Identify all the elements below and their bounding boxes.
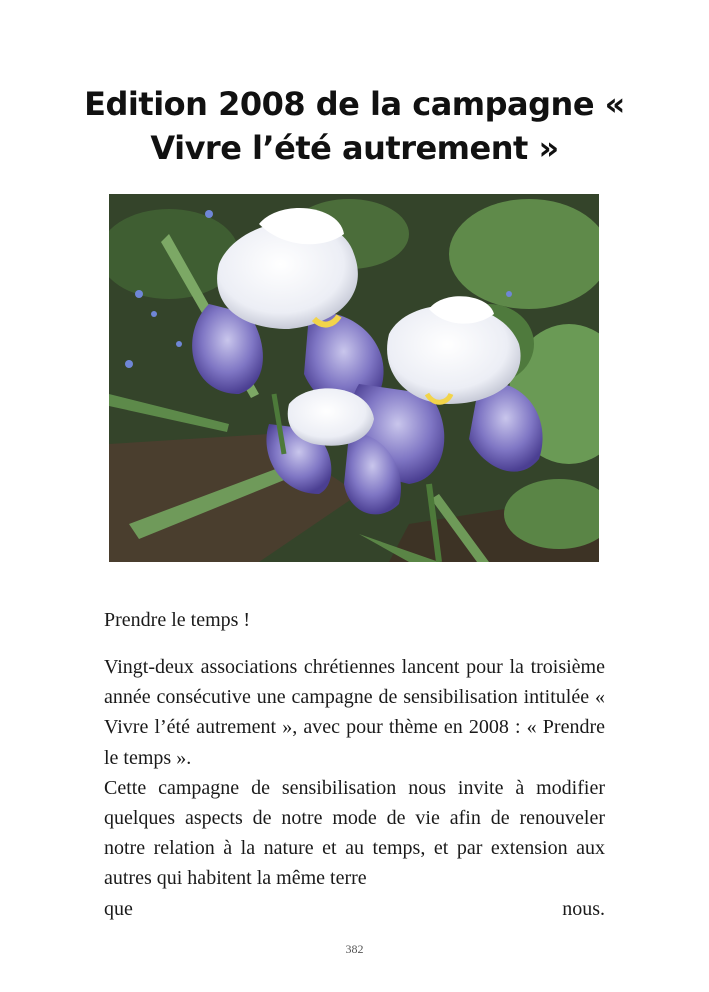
body-text: [104, 652, 605, 924]
iris-flower-photo: [109, 194, 599, 562]
subtitle: Prendre le temps !: [104, 609, 251, 631]
paragraph: Cette campagne de sensibilisation nous invite à modifier quelques aspects de notre mode de vie afin de renouveler notre relation à la nature et au temps, et par extension aux autres qui habitent la même terre: [104, 776, 605, 890]
page-number: 382: [345, 942, 364, 956]
title-line-2: Vivre l’été autrement »: [150, 129, 559, 167]
iris-photo-illustration: [109, 194, 599, 562]
paragraph-last-line: [104, 894, 605, 924]
paragraph: Vingt-deux associations chrétiennes lancent pour la troisième année consécutive une campagne de sensibilisation intitulée « Vivre l’été autrement », avec pour thème en 2008 : « Prendre le temps ».: [104, 656, 605, 769]
last-line-left-word: que: [104, 897, 133, 920]
page-title: [60, 82, 649, 170]
last-line-right-word: nous.: [562, 897, 605, 920]
title-line-1: Edition 2008 de la campagne «: [84, 85, 625, 123]
